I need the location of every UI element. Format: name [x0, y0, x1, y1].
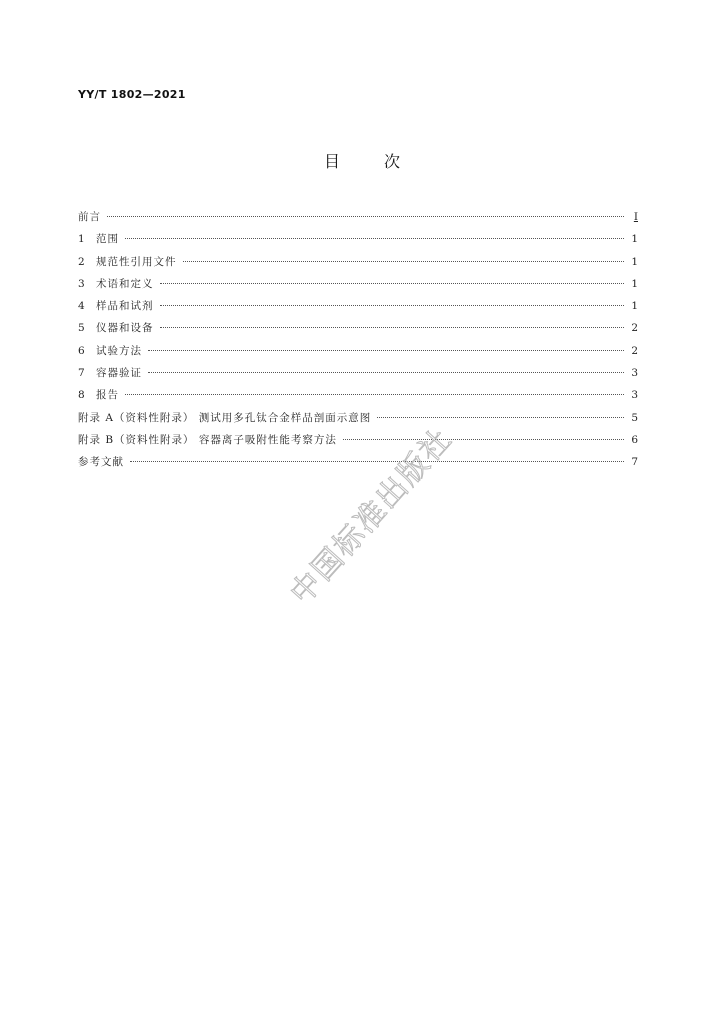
toc-entry-page: Ⅰ [633, 211, 638, 223]
dot-leader [160, 327, 625, 328]
toc-entry-number: 3 [78, 277, 85, 290]
toc-entry-page: 1 [631, 300, 638, 313]
publisher-watermark: 中国标准出版社 [283, 421, 460, 612]
toc-entry-label: 参考文献 [78, 456, 124, 469]
toc-entry-report[interactable] [78, 384, 638, 406]
dot-leader [160, 305, 625, 306]
dot-leader [343, 439, 624, 440]
toc-entry-page: 7 [631, 456, 638, 469]
toc-entry-page: 5 [631, 411, 638, 424]
toc-entry-number: 1 [78, 233, 85, 246]
toc-entry-annex-a[interactable] [78, 407, 638, 429]
toc-entry-label: 报告 [96, 389, 119, 402]
toc-entry-test-methods[interactable] [78, 340, 638, 362]
toc-entry-foreword[interactable] [78, 206, 638, 228]
toc-entry-page: 3 [631, 389, 638, 402]
toc-entry-number: 4 [78, 300, 85, 313]
toc-entry-page: 3 [631, 367, 638, 380]
toc-entry-number: 7 [78, 367, 85, 380]
toc-entry-annex-b[interactable] [78, 429, 638, 451]
toc-entry-label: 范围 [96, 233, 119, 246]
toc-title-char-1: 目 [323, 152, 340, 171]
toc-list [78, 206, 638, 474]
toc-entry-number: 2 [78, 255, 85, 268]
toc-entry-number: 5 [78, 322, 85, 335]
toc-entry-terms-definitions[interactable] [78, 273, 638, 295]
toc-entry-label: 仪器和设备 [96, 322, 154, 335]
toc-entry-label: 前言 [78, 211, 101, 223]
toc-title [0, 149, 724, 172]
toc-entry-label: 样品和试剂 [96, 300, 154, 313]
toc-entry-scope[interactable] [78, 228, 638, 250]
toc-entry-page: 2 [631, 322, 638, 335]
toc-entry-label: 试验方法 [96, 344, 142, 357]
dot-leader [148, 350, 624, 351]
toc-entry-page: 1 [631, 233, 638, 246]
toc-title-char-2: 次 [384, 152, 401, 171]
toc-entry-number: 6 [78, 344, 85, 357]
standard-code: YY/T 1802—2021 [78, 88, 186, 101]
dot-leader [125, 394, 624, 395]
toc-entry-label: 容器验证 [96, 367, 142, 380]
toc-entry-label: 附录 B（资料性附录） 容器离子吸附性能考察方法 [78, 433, 337, 446]
dot-leader [183, 261, 625, 262]
dot-leader [125, 238, 624, 239]
toc-entry-page: 2 [631, 344, 638, 357]
toc-entry-label: 附录 A（资料性附录） 测试用多孔钛合金样品剖面示意图 [78, 411, 372, 424]
toc-entry-container-validation[interactable] [78, 362, 638, 384]
toc-entry-instruments-equipment[interactable] [78, 317, 638, 339]
toc-entry-page: 1 [631, 255, 638, 268]
dot-leader [148, 372, 624, 373]
dot-leader [130, 461, 624, 462]
toc-entry-page: 1 [631, 277, 638, 290]
toc-entry-page: 6 [631, 433, 638, 446]
toc-entry-label: 术语和定义 [96, 277, 154, 290]
dot-leader [377, 417, 624, 418]
toc-entry-normative-references[interactable] [78, 251, 638, 273]
toc-entry-label: 规范性引用文件 [96, 255, 177, 268]
dot-leader [160, 283, 625, 284]
dot-leader [107, 216, 624, 217]
toc-entry-number: 8 [78, 389, 85, 402]
toc-entry-bibliography[interactable] [78, 451, 638, 473]
toc-entry-samples-reagents[interactable] [78, 295, 638, 317]
